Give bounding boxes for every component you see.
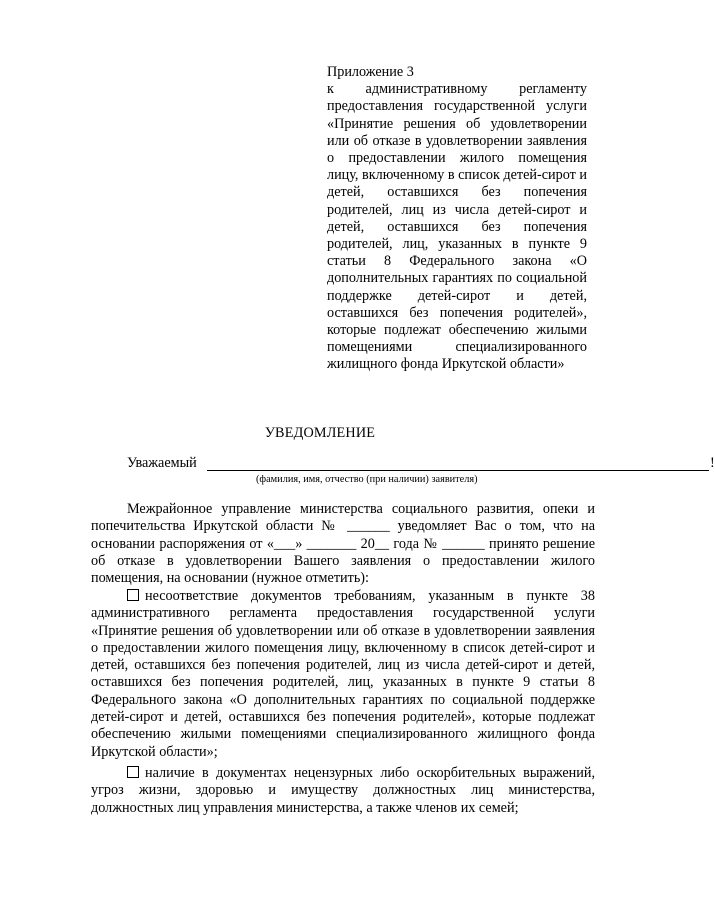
annex-block: [327, 64, 587, 374]
annex-body: к административному регламенту предоставления государственной услуги «Принятие решения об удовлетворении или об отказе в удовлетворении заявления о предоставлении жилого помещения лицу, включенному в список детей-сирот и детей, оставшихся без попечения родителей, лиц из числа детей-сирот и детей, оставшихся без попечения родителей, лиц, указанных в пункте 9 статьи 8 Федерального закона «О дополнительных гарантиях по социальной поддержке детей-сирот и детей, оставшихся без попечения родителей», которые подлежат обеспечению жилыми помещениями специализированного жилищного фонда Иркутской области»: [327, 81, 587, 373]
name-blank-line: [207, 470, 709, 471]
checkbox-option-1[interactable]: [127, 589, 139, 601]
name-hint: (фамилия, имя, отчество (при наличии) заявителя): [256, 474, 478, 485]
document-heading: УВЕДОМЛЕНИЕ: [264, 425, 376, 441]
option-1-text: несоответствие документов требованиям, указанным в пункте 38 административного регламента предоставления государственной услуги «Принятие решения об удовлетворении или об отказе в удовлетворении заявления о предоставлении жилого помещения лицу, включенному в список детей-сирот и детей, оставшихся без попечения родителей, лиц из числа детей-сирот и детей, оставшихся без попечения родителей, лиц, указанных в пункте 9 статьи 8 Федерального закона «О дополнительных гарантиях по социальной поддержке детей-сирот и детей, оставшихся без попечения родителей», которые подлежат обеспечению жилыми помещениями специализированного жилищного фонда Иркутской области»;: [91, 588, 595, 760]
greeting-word: Уважаемый: [127, 455, 197, 471]
greeting-line: [127, 455, 715, 475]
option-2-paragraph: [91, 765, 595, 817]
annex-title: Приложение 3: [327, 64, 414, 80]
checkbox-option-2[interactable]: [127, 766, 139, 778]
option-2-text: наличие в документах нецензурных либо оскорбительных выражений, угроз жизни, здоровью и имуществу должностных лиц министерства, должностных лиц управления министерства, а также членов их семей;: [91, 765, 595, 816]
option-1-paragraph: [91, 588, 595, 761]
greeting-end: !: [710, 455, 715, 471]
intro-paragraph: Межрайонное управление министерства социального развития, опеки и попечительства Иркутской области № ______ уведомляет Вас о том, что на основании распоряжения от «___» _______ 20__ года № ______ принято решение об отказе в удовлетворении Вашего заявления о предоставлении жилого помещения, на основании (нужное отметить):: [91, 501, 595, 587]
